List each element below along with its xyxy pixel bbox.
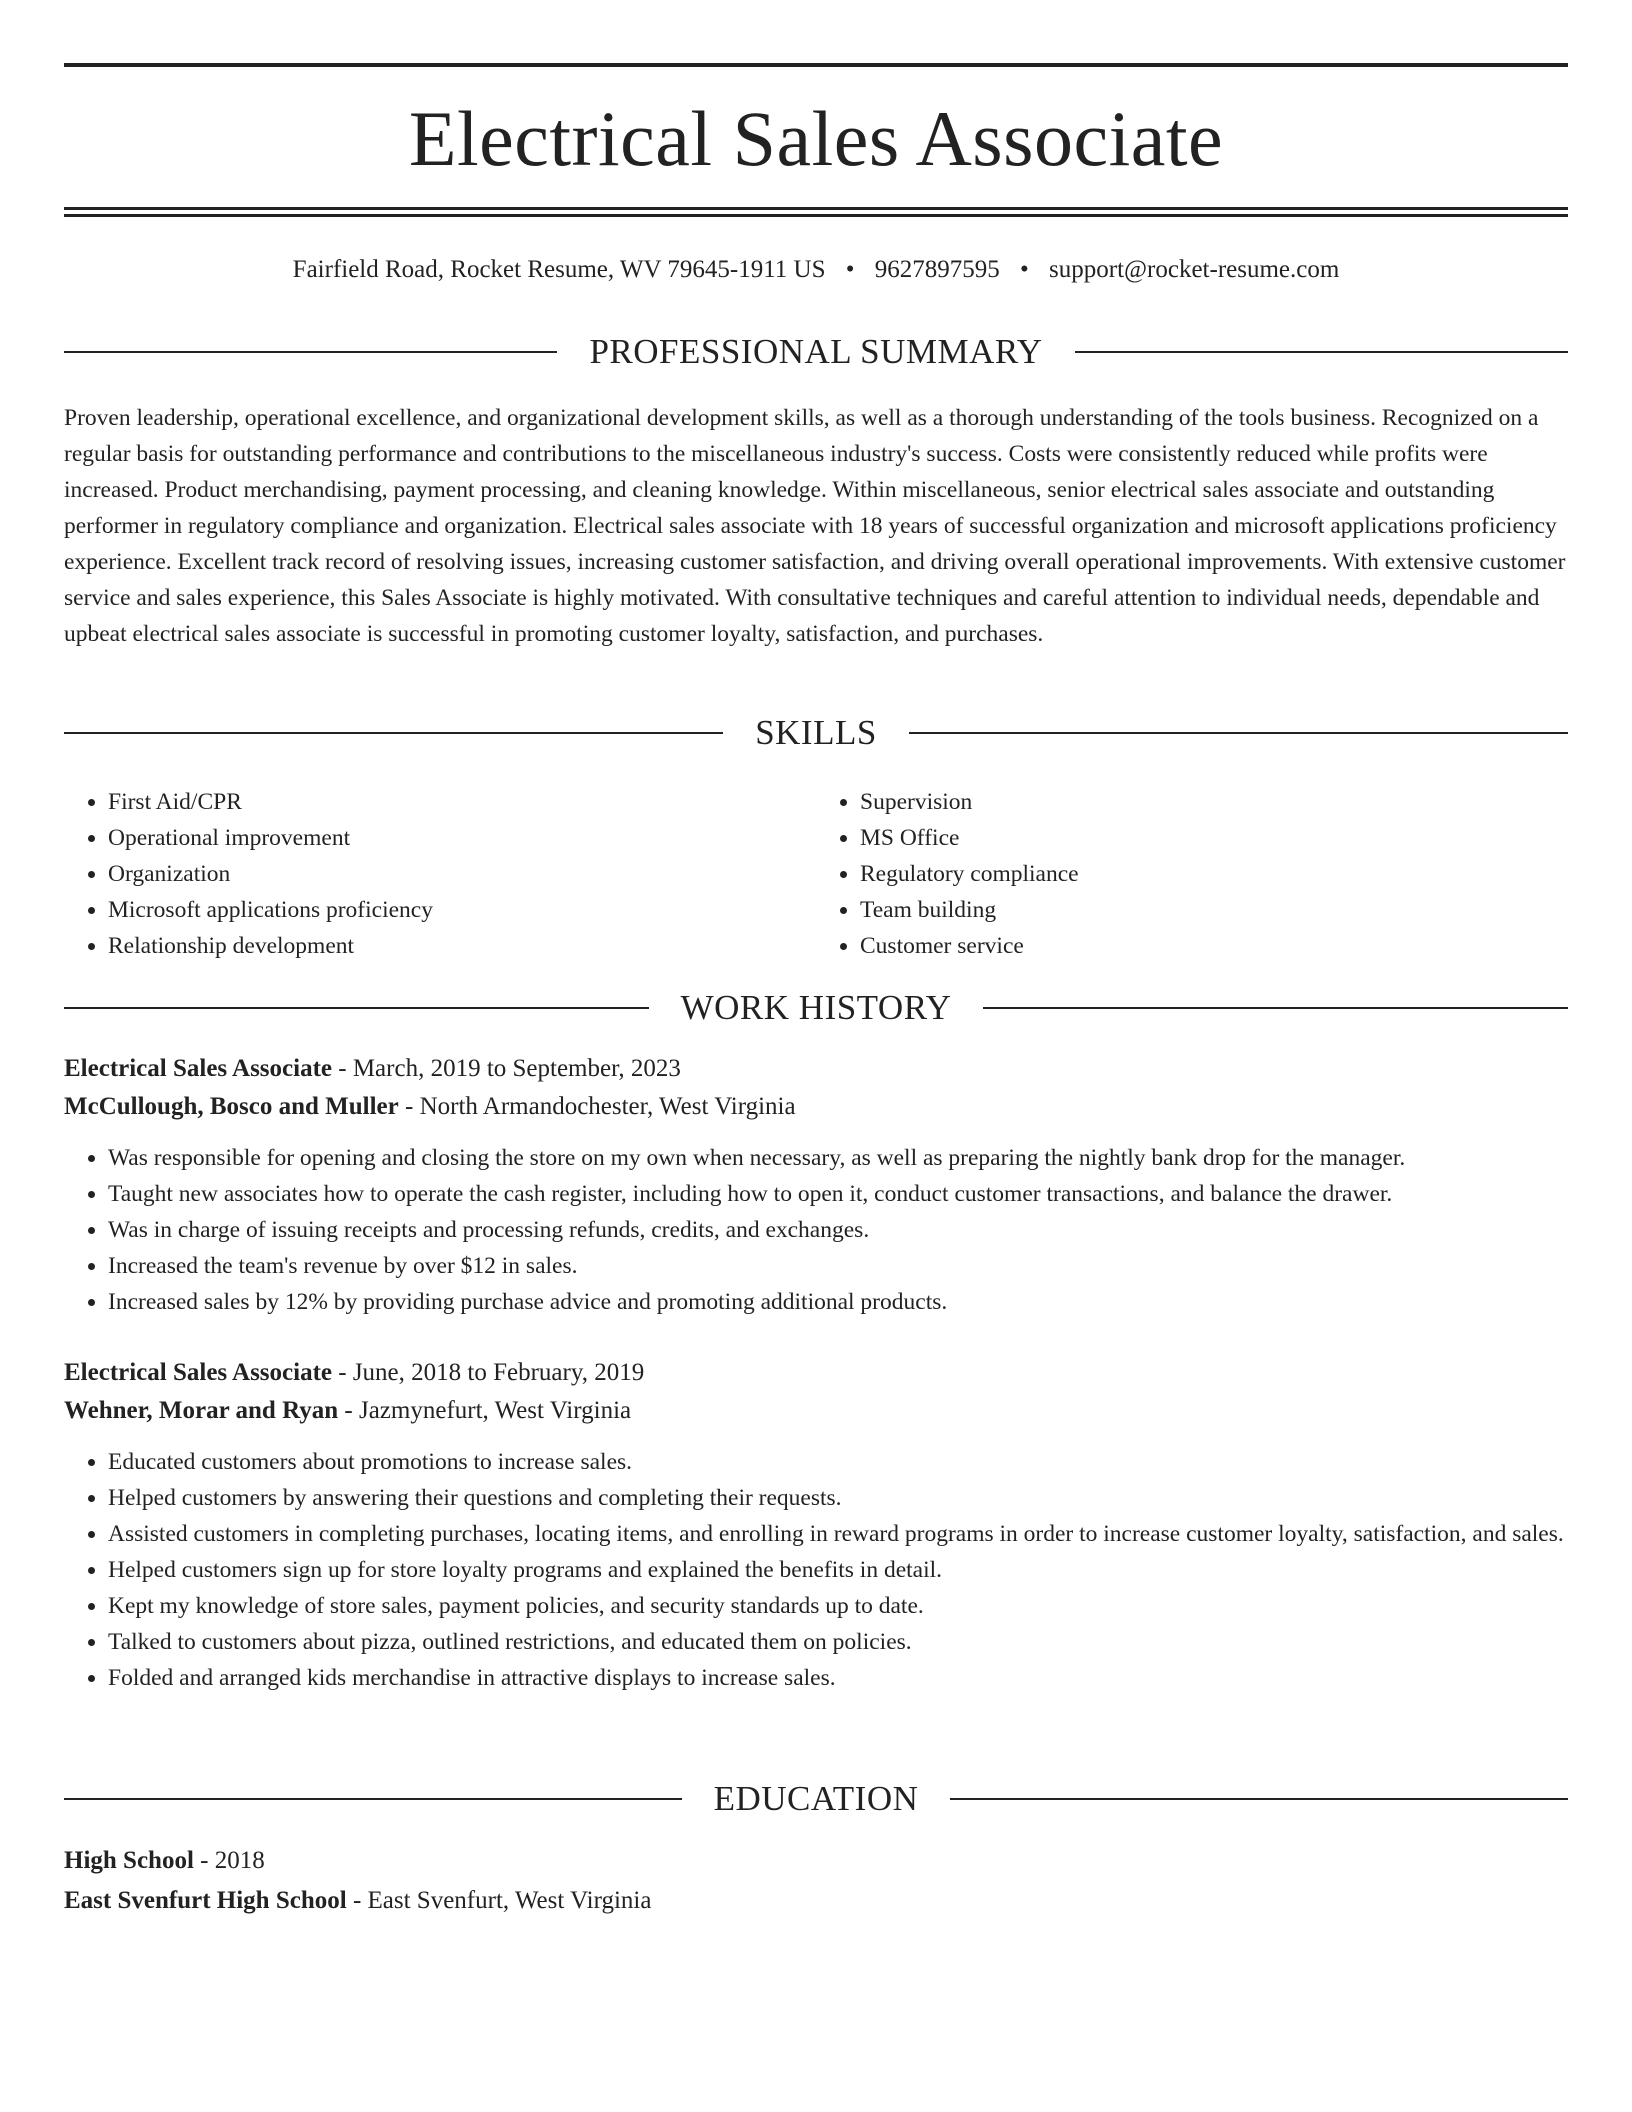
education-degree-line [64, 1842, 1568, 1880]
job-title-line [64, 1050, 1568, 1088]
heading-rule [1075, 351, 1568, 353]
summary-text: Proven leadership, operational excellence, and organizational development skills, as well as a thorough understanding of the tools business. Recognized on a regular basis for outstanding performance and contributions to the miscellaneous industry's success. Costs were consistently reduced while profits were increased. Product merchandising, payment processing, and cleaning knowledge. Within miscellaneous, senior electrical sales associate and outstanding performer in regulatory compliance and organization. Electrical sales associate with 18 years of successful organization and microsoft applications proficiency experience. Excellent track record of resolving issues, increasing customer satisfaction, and driving overall operational improvements. With extensive customer service and sales experience, this Sales Associate is highly motivated. With consultative techniques and careful attention to individual needs, dependable and upbeat electrical sales associate is successful in promoting customer loyalty, satisfaction, and purchases. [64, 405, 1566, 647]
job-entry [64, 1354, 1568, 1696]
resume-title: Electrical Sales Associate [408, 95, 1224, 182]
section-heading-work-history [64, 988, 1568, 1028]
top-rule [64, 63, 1568, 67]
skill-item: • Customer service [860, 928, 1568, 964]
heading-rule [64, 732, 723, 734]
job-bullets [64, 1444, 1568, 1696]
education-degree: High School [64, 1847, 194, 1874]
contact-line [64, 254, 1568, 286]
skills-column-left [64, 784, 816, 964]
contact-phone: 9627897595 [874, 256, 1000, 283]
skill-item: • Supervision [860, 784, 1568, 820]
heading-rule [64, 1007, 649, 1009]
job-company: Wehner, Morar and Ryan [64, 1397, 339, 1424]
heading-rule [909, 732, 1568, 734]
job-dates: - March, 2019 to September, 2023 [332, 1055, 681, 1082]
heading-rule [950, 1798, 1568, 1800]
job-bullet: • Helped customers by answering their questions and completing their requests. [108, 1480, 1568, 1516]
job-bullets [64, 1140, 1568, 1320]
job-bullet: • Assisted customers in completing purchases, locating items, and enrolling in reward programs in order to increase customer loyalty, satisfaction, and sales. [108, 1516, 1568, 1552]
job-bullet: • Educated customers about promotions to increase sales. [108, 1444, 1568, 1480]
section-heading-skills [64, 713, 1568, 753]
skills-column-right [816, 784, 1568, 964]
job-bullet: • Helped customers sign up for store loyalty programs and explained the benefits in detail. [108, 1552, 1568, 1588]
job-title: Electrical Sales Associate [64, 1359, 332, 1386]
job-bullet: • Increased the team's revenue by over $12 in sales. [108, 1248, 1568, 1284]
job-bullet: • Folded and arranged kids merchandise in attractive displays to increase sales. [108, 1660, 1568, 1696]
section-heading-summary [64, 332, 1568, 372]
job-location: - North Armandochester, West Virginia [398, 1093, 796, 1120]
education-entry [64, 1842, 1568, 1920]
contact-email: support@rocket-resume.com [1049, 256, 1340, 283]
contact-separator: • [1020, 256, 1029, 283]
skill-item: • Team building [860, 892, 1568, 928]
job-company-line [64, 1088, 1568, 1126]
skills-list [64, 784, 1568, 964]
heading-rule [983, 1007, 1568, 1009]
section-title: WORK HISTORY [680, 988, 952, 1027]
job-bullet: • Kept my knowledge of store sales, payment policies, and security standards up to date. [108, 1588, 1568, 1624]
job-company: McCullough, Bosco and Muller [64, 1093, 399, 1120]
job-entry [64, 1050, 1568, 1320]
skill-item: • Organization [108, 856, 816, 892]
job-bullet: • Was in charge of issuing receipts and processing refunds, credits, and exchanges. [108, 1212, 1568, 1248]
contact-address: Fairfield Road, Rocket Resume, WV 79645-1911 US [292, 256, 826, 283]
job-bullet: • Was responsible for opening and closing the store on my own when necessary, as well as preparing the nightly bank drop for the manager. [108, 1140, 1568, 1176]
education-school: East Svenfurt High School [64, 1887, 347, 1914]
skill-item: • Microsoft applications proficiency [108, 892, 816, 928]
education-location: - East Svenfurt, West Virginia [346, 1887, 652, 1914]
job-bullet: • Increased sales by 12% by providing purchase advice and promoting additional products. [108, 1284, 1568, 1320]
contact-separator: • [845, 256, 855, 283]
skill-item: • MS Office [860, 820, 1568, 856]
heading-rule [64, 1798, 682, 1800]
job-dates: - June, 2018 to February, 2019 [332, 1359, 645, 1386]
job-title: Electrical Sales Associate [64, 1055, 332, 1082]
skill-item: • First Aid/CPR [108, 784, 816, 820]
education-year: - 2018 [193, 1847, 265, 1874]
heading-rule [64, 351, 557, 353]
title-double-rule [64, 207, 1568, 217]
skill-item: • Operational improvement [108, 820, 816, 856]
section-title: PROFESSIONAL SUMMARY [589, 332, 1043, 371]
job-company-line [64, 1392, 1568, 1430]
skill-item: • Regulatory compliance [860, 856, 1568, 892]
job-bullet: • Talked to customers about pizza, outlined restrictions, and educated them on policies. [108, 1624, 1568, 1660]
section-heading-education [64, 1779, 1568, 1819]
job-location: - Jazmynefurt, West Virginia [338, 1397, 632, 1424]
education-school-line [64, 1882, 1568, 1920]
job-title-line [64, 1354, 1568, 1392]
skill-item: • Relationship development [108, 928, 816, 964]
section-title: SKILLS [755, 713, 877, 752]
section-title: EDUCATION [713, 1779, 919, 1818]
job-bullet: • Taught new associates how to operate the cash register, including how to open it, conduct customer transactions, and balance the drawer. [108, 1176, 1568, 1212]
